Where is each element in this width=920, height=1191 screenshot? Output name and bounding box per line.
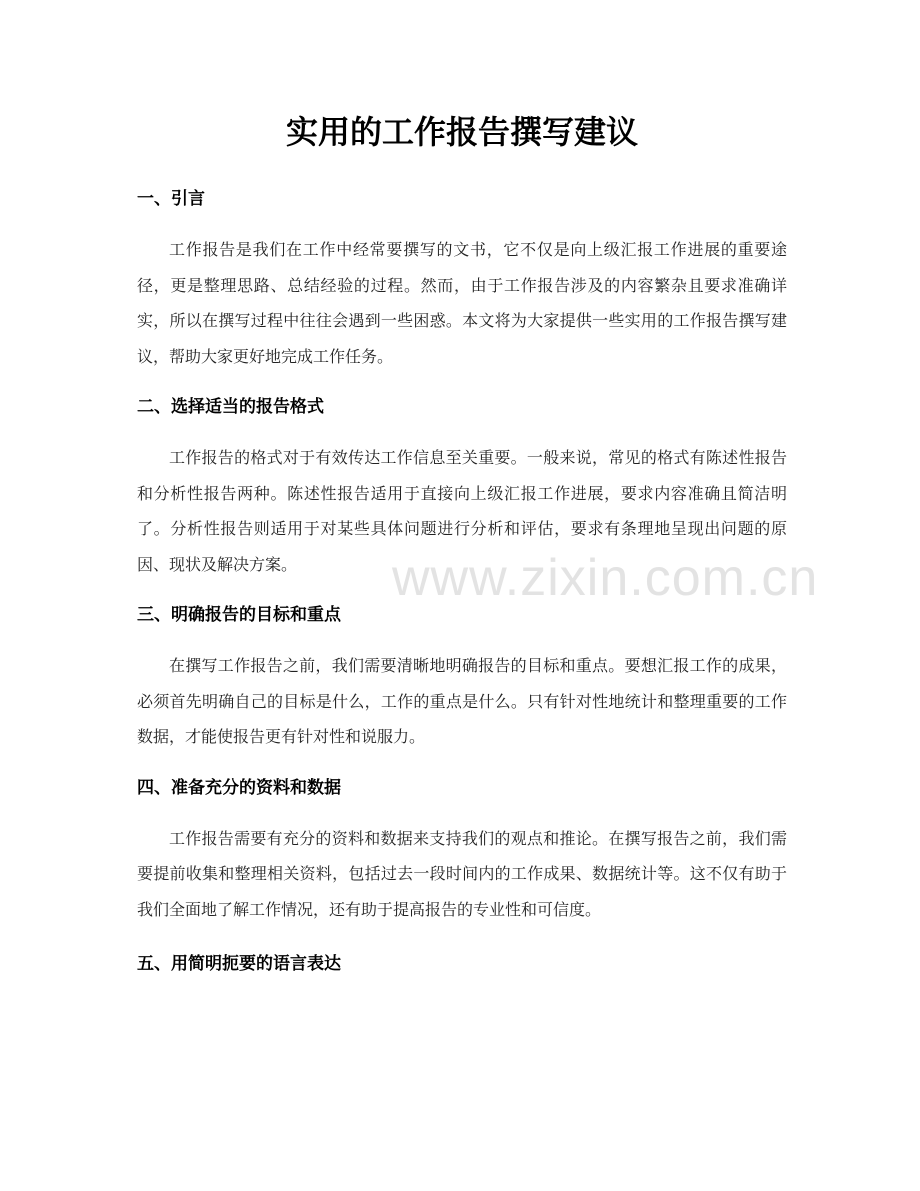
document-title: 实用的工作报告撰写建议 bbox=[285, 113, 638, 151]
section-heading-language: 五、用简明扼要的语言表达 bbox=[137, 954, 341, 974]
section-heading-format: 二、选择适当的报告格式 bbox=[137, 397, 324, 417]
section-heading-introduction: 一、引言 bbox=[137, 189, 205, 209]
watermark-text: www.zixin.com.cn bbox=[392, 549, 819, 607]
document-body bbox=[137, 108, 787, 977]
section-heading-goals: 三、明确报告的目标和重点 bbox=[137, 605, 341, 625]
section-paragraph-format: 工作报告的格式对于有效传达工作信息至关重要。一般来说，常见的格式有陈述性报告和分析性报告两种。陈述性报告适用于直接向上级汇报工作进展，要求内容准确且简洁明了。分析性报告则适用于对某些具体问题进行分析和评估，要求有条理地呈现出问题的原因、现状及解决方案。 bbox=[137, 448, 787, 574]
section-paragraph-introduction: 工作报告是我们在工作中经常要撰写的文书，它不仅是向上级汇报工作进展的重要途径，更是整理思路、总结经验的过程。然而，由于工作报告涉及的内容繁杂且要求准确详实，所以在撰写过程中往往会遇到一些困惑。本文将为大家提供一些实用的工作报告撰写建议，帮助大家更好地完成工作任务。 bbox=[137, 240, 787, 366]
section-paragraph-materials: 工作报告需要有充分的资料和数据来支持我们的观点和推论。在撰写报告之前，我们需要提前收集和整理相关资料，包括过去一段时间内的工作成果、数据统计等。这不仅有助于我们全面地了解工作情况，还有助于提高报告的专业性和可信度。 bbox=[137, 828, 787, 919]
section-heading-materials: 四、准备充分的资料和数据 bbox=[137, 777, 341, 798]
section-paragraph-goals: 在撰写工作报告之前，我们需要清晰地明确报告的目标和重点。要想汇报工作的成果，必须首先明确自己的目标是什么，工作的重点是什么。只有针对性地统计和整理重要的工作数据，才能使报告更有针对性和说服力。 bbox=[137, 656, 787, 746]
